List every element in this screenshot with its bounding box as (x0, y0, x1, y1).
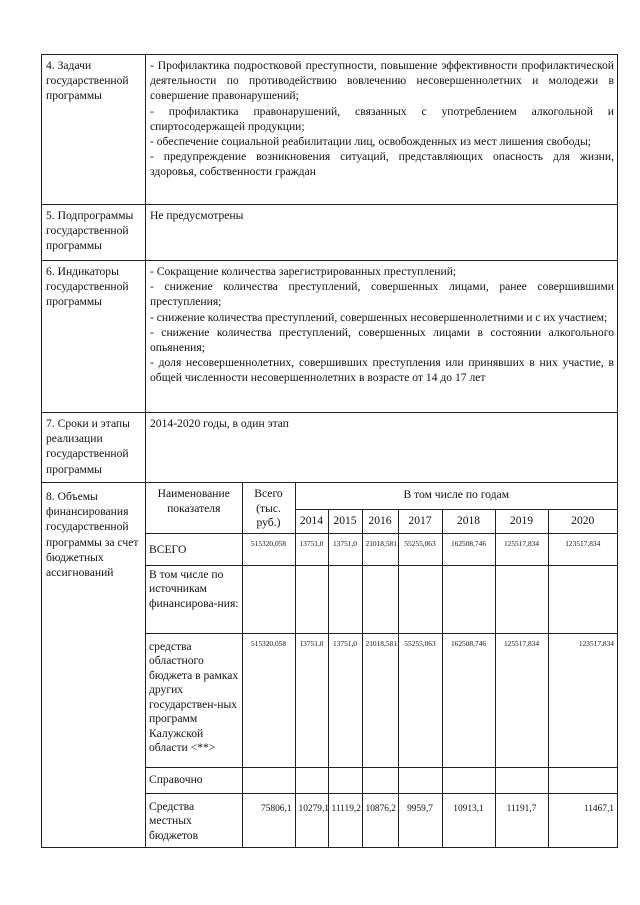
row-value (362, 767, 398, 793)
row-tasks (42, 55, 618, 205)
row-subprograms (42, 205, 618, 261)
row-name: Справочно (146, 767, 242, 793)
funding-header-row (146, 483, 617, 509)
row-value: 55255,063 (398, 633, 442, 767)
list-item: - Профилактика подростковой преступности, повышение эффективности профилактической деятельности по противодействию вовлечению несовершеннолетних и молодежи в совершение правонарушений; (150, 59, 614, 103)
row-name: Средства местных бюджетов (146, 793, 242, 847)
row-value: 11191,7 (495, 793, 548, 847)
list-item: - Сокращение количества зарегистрированных преступлений; (150, 265, 457, 278)
row-value (328, 565, 362, 633)
subprograms-label: 5. Подпрограммы государственной программы (42, 205, 146, 261)
row-total: 515320,058 (242, 533, 295, 565)
indicators-value (146, 261, 618, 413)
list-item: - снижение количества преступлений, совершенных несовершеннолетними и с их участием; (150, 310, 608, 324)
table-row (146, 767, 617, 793)
funding-table (146, 483, 617, 847)
row-value (548, 565, 617, 633)
col-header-by-years: В том числе по годам (295, 483, 617, 509)
row-value: 11119,2 (328, 793, 362, 847)
row-name: средства областного бюджета в рамках других государствен-ных программ Калужской области <**> (146, 633, 242, 767)
row-value: 123517,834 (548, 633, 617, 767)
year-header: 2019 (495, 509, 548, 533)
table-row (146, 793, 617, 847)
row-value (362, 565, 398, 633)
row-value: 162508,746 (442, 533, 495, 565)
row-value (548, 767, 617, 793)
subprograms-value: Не предусмотрены (146, 205, 618, 261)
list-item: - снижение количества преступлений, совершенных лицами, ранее совершившими преступления; (150, 280, 614, 309)
tasks-label: 4. Задачи государственной программы (42, 55, 146, 205)
row-value (295, 767, 328, 793)
row-value: 123517,834 (548, 533, 617, 565)
row-total (242, 767, 295, 793)
row-total: 515320,058 (242, 633, 295, 767)
terms-label: 7. Сроки и этапы реализации государственной программы (42, 413, 146, 483)
row-value: 13751,0 (295, 633, 328, 767)
year-header: 2014 (295, 509, 328, 533)
row-value (295, 565, 328, 633)
row-indicators (42, 261, 618, 413)
row-value: 11467,1 (548, 793, 617, 847)
table-row (146, 633, 617, 767)
row-value: 9959,7 (398, 793, 442, 847)
terms-value: 2014-2020 годы, в один этап (146, 413, 618, 483)
indicators-label: 6. Индикаторы государственной программы (42, 261, 146, 413)
row-value: 55255,063 (398, 533, 442, 565)
row-value: 13751,0 (328, 533, 362, 565)
row-value: 10876,2 (362, 793, 398, 847)
row-value (495, 767, 548, 793)
funding-label: 8. Объемы финансирования государственной программы за счет бюджетных ассигнований (42, 483, 146, 848)
row-terms (42, 413, 618, 483)
row-value: 125517,834 (495, 533, 548, 565)
table-row (146, 533, 617, 565)
row-value: 10913,1 (442, 793, 495, 847)
row-value (328, 767, 362, 793)
year-header: 2015 (328, 509, 362, 533)
col-header-total: Всего (тыс. руб.) (242, 483, 295, 533)
table-row (146, 565, 617, 633)
row-value (442, 767, 495, 793)
row-total (242, 565, 295, 633)
row-value (495, 565, 548, 633)
year-header: 2017 (398, 509, 442, 533)
list-item: - предупреждение возникновения ситуаций, представляющих опасность для жизни, здоровья, собственности граждан (150, 150, 614, 179)
year-header: 2016 (362, 509, 398, 533)
list-item: - профилактика правонарушений, связанных с употреблением алкогольной и спиртосодержащей продукции; (150, 104, 614, 133)
year-header: 2020 (548, 509, 617, 533)
row-value: 125517,834 (495, 633, 548, 767)
row-funding (42, 483, 618, 848)
row-value (442, 565, 495, 633)
row-name: ВСЕГО (146, 533, 242, 565)
row-value (398, 767, 442, 793)
row-value: 13751,0 (295, 533, 328, 565)
tasks-value (146, 55, 618, 205)
row-value: 10279,1 (295, 793, 328, 847)
row-value: 21018,581 (362, 633, 398, 767)
row-value: 13751,0 (328, 633, 362, 767)
list-item: - обеспечение социальной реабилитации лиц, освобожденных из мест лишения свободы; (150, 135, 591, 149)
row-value: 21018,581 (362, 533, 398, 565)
row-total: 75806,1 (242, 793, 295, 847)
row-value: 162508,746 (442, 633, 495, 767)
list-item: - доля несовершеннолетних, совершивших преступления или принявших в них участие, в общей численности несовершеннолетних в возрасте от 14 до 17 лет (150, 356, 614, 385)
list-item: - снижение количества преступлений, совершенных лицами в состоянии алкогольного опьянения; (150, 325, 614, 355)
row-value (398, 565, 442, 633)
row-name: В том числе по источникам финансирова-ния: (146, 565, 242, 633)
program-passport-table (41, 54, 618, 848)
col-header-name: Наименование показателя (146, 483, 242, 533)
funding-table-cell (146, 483, 618, 848)
year-header: 2018 (442, 509, 495, 533)
